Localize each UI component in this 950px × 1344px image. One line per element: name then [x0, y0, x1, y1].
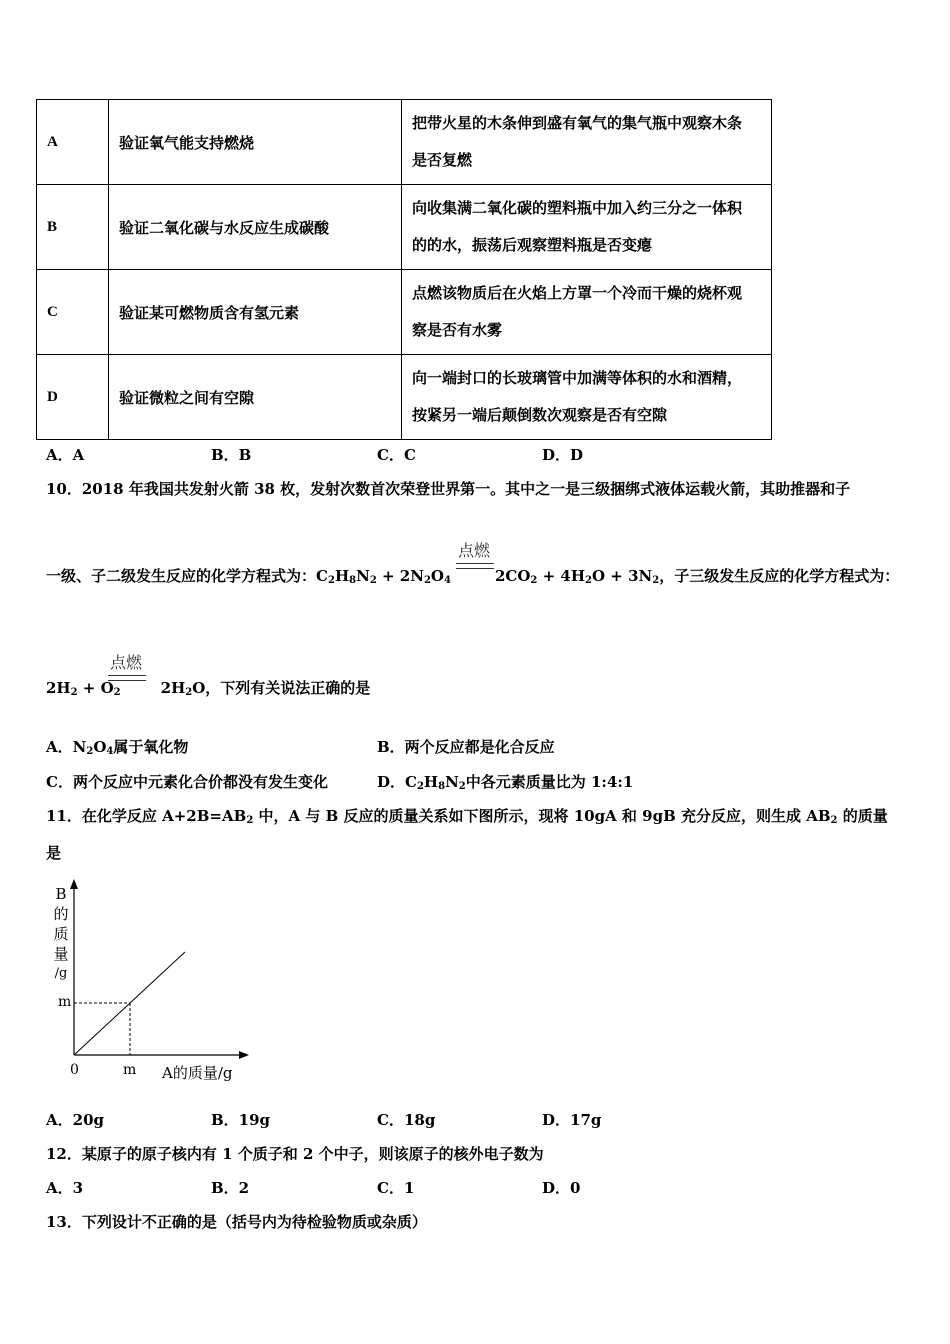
table-row [37, 355, 772, 440]
q11-option-d[interactable]: D．17g [542, 1111, 602, 1129]
row-label: C [37, 270, 109, 355]
reaction-condition-2: 点燃 [110, 653, 143, 672]
q12-option-c[interactable]: C．1 [377, 1179, 415, 1197]
row-label: A [37, 100, 109, 185]
table-row [37, 185, 772, 270]
q12-option-b[interactable]: B．2 [211, 1179, 250, 1197]
row-purpose: 验证氧气能支持燃烧 [109, 100, 402, 185]
q12-text: 12．某原子的原子核内有 1 个质子和 2 个中子，则该原子的核外电子数为 [46, 1145, 544, 1163]
row-method: 把带火星的木条伸到盛有氧气的集气瓶中观察木条 是否复燃 [402, 100, 772, 185]
q11-line2: 是 [46, 844, 62, 862]
q11-option-b[interactable]: B．19g [211, 1111, 271, 1129]
row-label: B [37, 185, 109, 270]
q11-option-c[interactable]: C．18g [377, 1111, 436, 1129]
y-axis-label: B 的 质 量 /g [53, 885, 69, 981]
y-axis-arrow [70, 879, 78, 889]
table-row [37, 270, 772, 355]
q11-option-a[interactable]: A．20g [46, 1111, 105, 1129]
q9-option-d[interactable]: D．D [542, 446, 584, 464]
experiment-table [36, 99, 772, 440]
table-row [37, 100, 772, 185]
q10-option-d[interactable]: D．$C_2H_8N_2$中各元素质量比为 1:4:1 [377, 773, 634, 792]
x-axis-arrow [239, 1051, 249, 1059]
y-tick-m: m [58, 994, 72, 1010]
q10-line2: 一级、子二级发生反应的化学方程式为：$C_2H_8N_2 + 2N_2O_4$ $2CO_2 + 4H_2O + 3N_2$，子三级发生反应的化学方程式为： [46, 567, 900, 586]
row-label: D [37, 355, 109, 440]
q9-option-b[interactable]: B．B [211, 446, 252, 464]
row-purpose: 验证二氧化碳与水反应生成碳酸 [109, 185, 402, 270]
row-purpose: 验证微粒之间有空隙 [109, 355, 402, 440]
x-axis-label: A的质量/g [162, 1064, 233, 1082]
row-method: 向一端封口的长玻璃管中加满等体积的水和酒精， 按紧另一端后颠倒数次观察是否有空隙 [402, 355, 772, 440]
q12-option-d[interactable]: D．0 [542, 1179, 581, 1197]
row-method: 向收集满二氧化碳的塑料瓶中加入约三分之一体积 的的水，振荡后观察塑料瓶是否变瘪 [402, 185, 772, 270]
q12-option-a[interactable]: A．3 [46, 1179, 84, 1197]
row-purpose: 验证某可燃物质含有氢元素 [109, 270, 402, 355]
mass-relation-graph [40, 875, 270, 1085]
q10-option-b[interactable]: B．两个反应都是化合反应 [377, 738, 555, 756]
q10-option-a[interactable]: A．$N_2O_4$属于氧化物 [46, 738, 189, 757]
q9-option-c[interactable]: C．C [377, 446, 416, 464]
origin-label: 0 [70, 1062, 79, 1078]
q9-option-a[interactable]: A．A [46, 446, 85, 464]
q10-line3: $2H_2 + O_2$ $2H_2O$，下列有关说法正确的是 [46, 679, 371, 698]
q10-option-c[interactable]: C．两个反应中元素化合价都没有发生变化 [46, 773, 328, 791]
x-tick-m: m [123, 1062, 137, 1078]
reaction-condition: 点燃 [458, 541, 491, 560]
q11-line1: 11．在化学反应 $A+2B=AB_2$ 中，A 与 B 反应的质量关系如下图所示，现将 10gA 和 9gB 充分反应，则生成 $AB_2$ 的质量 [46, 807, 888, 826]
row-method: 点燃该物质后在火焰上方罩一个冷而干燥的烧杯观 察是否有水雾 [402, 270, 772, 355]
q13-text: 13．下列设计不正确的是（括号内为待检验物质或杂质） [46, 1213, 427, 1231]
q10-line1: 10．2018 年我国共发射火箭 38 枚，发射次数首次荣登世界第一。其中之一是三级捆绑式液体运载火箭，其助推器和子 [46, 480, 851, 498]
